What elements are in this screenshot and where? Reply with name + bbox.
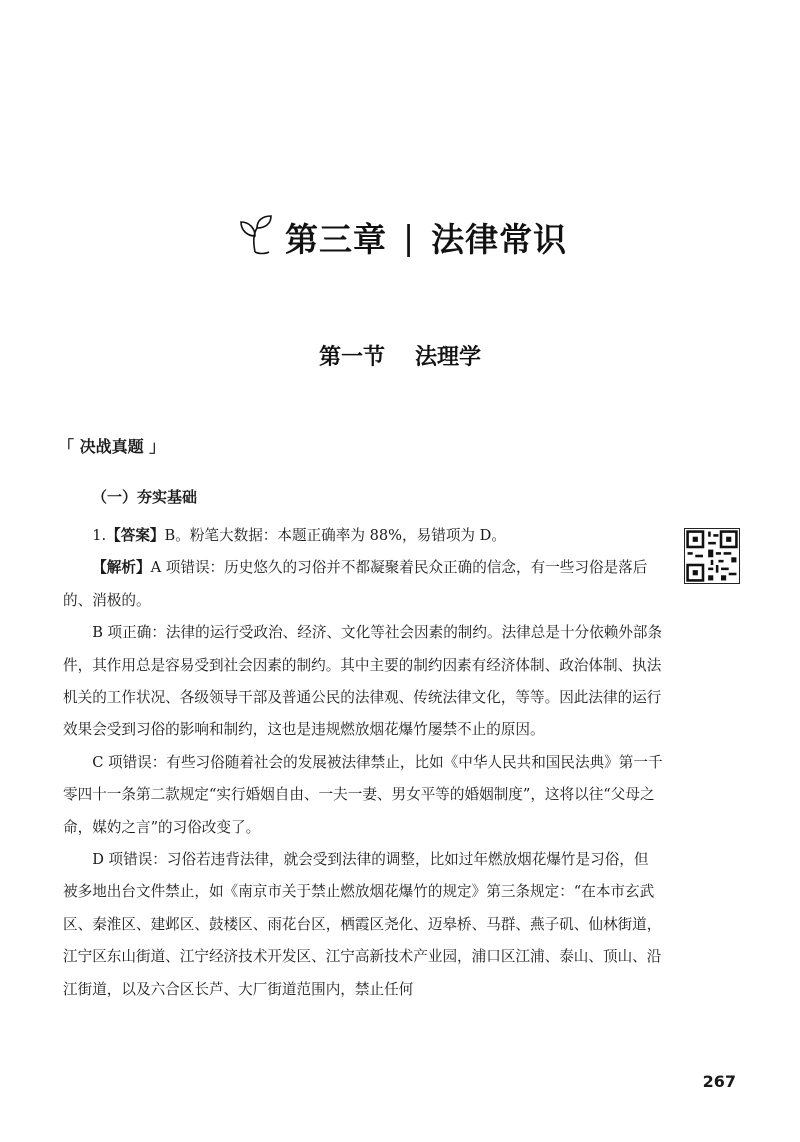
qr-code-icon[interactable] [684, 528, 740, 584]
paragraph-option-c: C 项错误：有些习俗随着社会的发展被法律禁止，比如《中华人民共和国民法典》第一千零四十一条第二款规定“实行婚姻自由、一夫一妻、男女平等的婚姻制度”，这将以往“父母之命，媒妁之言”的习俗改变了。 [63, 753, 663, 836]
bracket-heading: 「 决战真题 」 [58, 437, 166, 456]
chapter-separator: | [402, 218, 416, 257]
chapter-number: 第三章 [284, 220, 387, 259]
chapter-name: 法律常识 [431, 220, 568, 259]
section-title [0, 340, 800, 371]
body-text [63, 520, 663, 1006]
chapter-title [0, 214, 800, 261]
page-number: 267 [702, 1072, 736, 1091]
sprout-icon [233, 212, 279, 258]
analysis-tag: 【解析】 [92, 559, 151, 577]
paragraph-option-d: D 项错误：习俗若违背法律，就会受到法律的调整，比如过年燃放烟花爆竹是习俗，但被多地出台文件禁止，如《南京市关于禁止燃放烟花爆竹的规定》第三条规定：“在本市玄武区、秦淮区、建邺区、鼓楼区、雨花台区，栖霞区尧化、迈皋桥、马群、燕子矶、仙林街道，江宁区东山街道、江宁经济技术开发区、江宁高新技术产业园，浦口区江浦、泰山、顶山、沿江街道，以及六合区长芦、大厂街道范围内，禁止任何 [63, 851, 662, 998]
section-number: 第一节 [318, 345, 385, 370]
paragraph-answer: 1.【答案】B。粉笔大数据：本题正确率为 88%，易错项为 D。 [92, 527, 506, 544]
answer-tag: 【答案】 [106, 527, 165, 544]
paragraph-option-b: B 项正确：法律的运行受政治、经济、文化等社会因素的制约。法律总是十分依赖外部条件，其作用总是容易受到社会因素的制约。其中主要的制约因素有经济体制、政治体制、执法机关的工作状况、各级领导干部及普通公民的法律观、传统法律文化，等等。因此法律的运行效果会受到习俗的影响和制约，这也是违规燃放烟花爆竹屡禁不止的原因。 [63, 624, 663, 739]
paragraph-analysis: 【解析】A 项错误：历史悠久的习俗并不都凝聚着民众正确的信念，有一些习俗是落后的、消极的。 [63, 559, 648, 609]
section-name: 法理学 [415, 345, 482, 370]
sub-heading: （一）夯实基础 [92, 488, 198, 506]
